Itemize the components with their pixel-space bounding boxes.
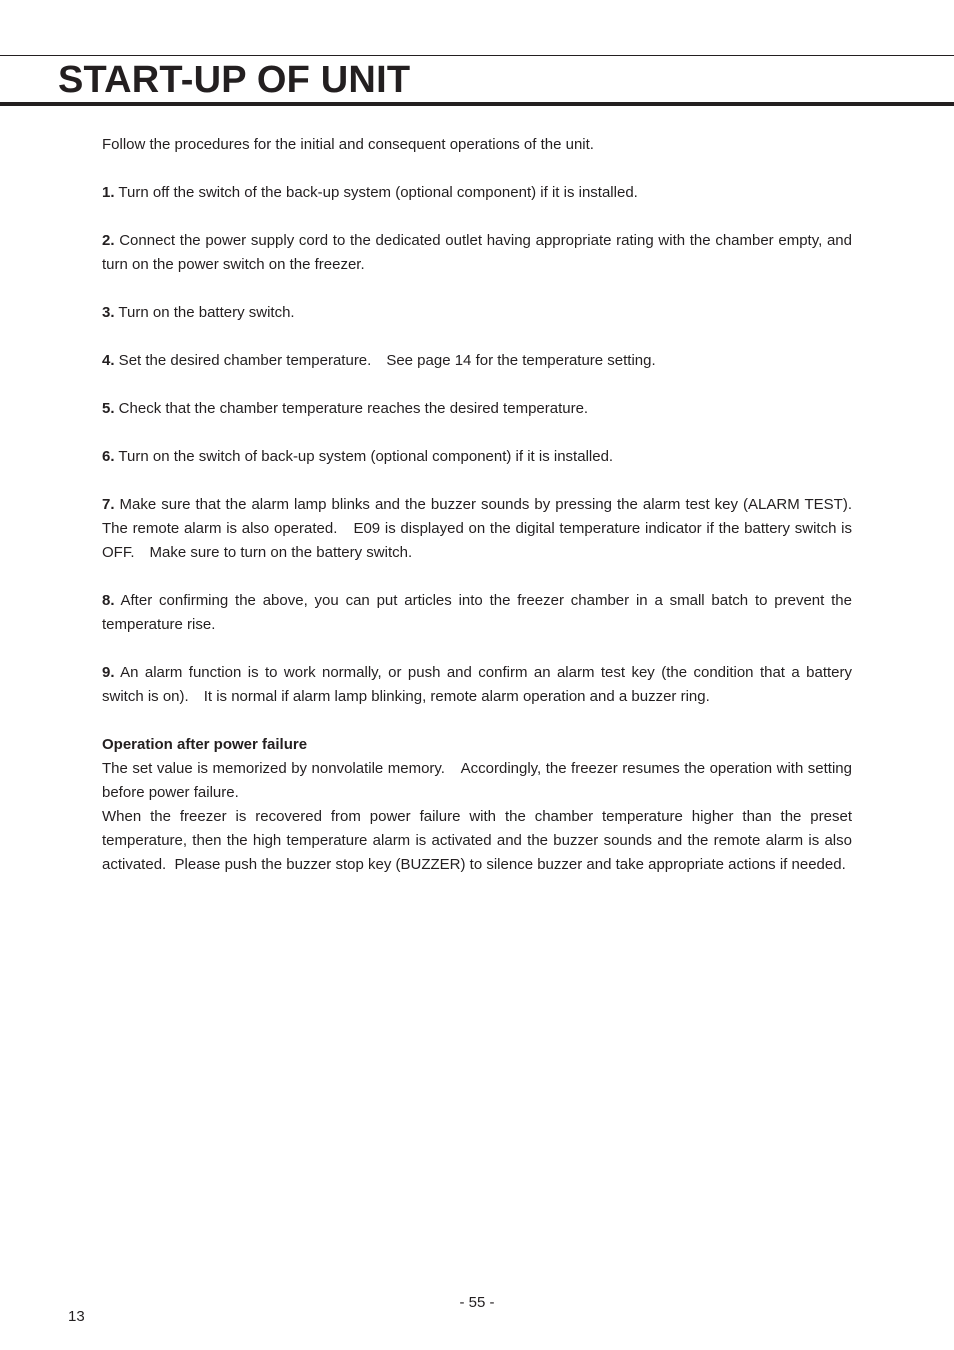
step-number: 1. [102,184,115,201]
step-text: Connect the power supply cord to the dedicated outlet having appropriate rating with the chamber empty, and turn on the power switch on the freezer. [102,232,852,273]
corner-number: 13 [68,1308,85,1325]
step-number: 5. [102,400,115,417]
step-text: Turn on the battery switch. [114,304,295,321]
step-text: An alarm function is to work normally, or push and confirm an alarm test key (the condition that a battery switch is on). It is normal if alarm lamp blinking, remote alarm operation and a buzzer ring. [102,664,852,705]
header-top-rule [0,55,954,56]
step-number: 7. [102,496,115,513]
intro-paragraph: Follow the procedures for the initial and consequent operations of the unit. [102,136,594,153]
step-number: 6. [102,448,115,465]
step-number: 3. [102,304,115,321]
step-text: Make sure that the alarm lamp blinks and the buzzer sounds by pressing the alarm test key (ALARM TEST). The remote alarm is also operated. E09 is displayed on the digital temperature indicator if the battery switch is OFF. Make sure to turn on the battery switch. [102,496,868,561]
section-paragraph: The set value is memorized by nonvolatile memory. Accordingly, the freezer resumes the operation with setting before power failure. [102,760,852,801]
page-number: - 55 - [459,1294,495,1311]
step-text: Turn on the switch of back-up system (optional component) if it is installed. [114,448,614,465]
section-heading: Operation after power failure [102,736,308,753]
document-body [102,133,868,877]
step-2 [102,229,852,277]
step-text: Set the desired chamber temperature. See page 14 for the temperature setting. [114,352,656,369]
step-5 [102,397,852,421]
step-9 [102,661,852,709]
header-bottom-rule [0,102,954,106]
step-7 [102,493,868,565]
step-3 [102,301,852,325]
step-number: 8. [102,592,115,609]
step-number: 4. [102,352,115,369]
step-4 [102,349,852,373]
step-8 [102,589,852,637]
step-text: After confirming the above, you can put articles into the freezer chamber in a small batch to prevent the temperature rise. [102,592,852,633]
page-title: START-UP OF UNIT [58,59,411,101]
step-number: 9. [102,664,115,681]
power-failure-section [102,733,852,877]
step-text: Turn off the switch of the back-up system (optional component) if it is installed. [114,184,638,201]
step-1 [102,181,852,205]
step-text: Check that the chamber temperature reaches the desired temperature. [114,400,589,417]
section-paragraph: When the freezer is recovered from power failure with the chamber temperature higher than the preset temperature, then the high temperature alarm is activated and the buzzer sounds and the remote alarm is also activated. Please push the buzzer stop key (BUZZER) to silence buzzer and take appropriate actions if needed. [102,808,852,873]
step-6 [102,445,852,469]
step-number: 2. [102,232,115,249]
